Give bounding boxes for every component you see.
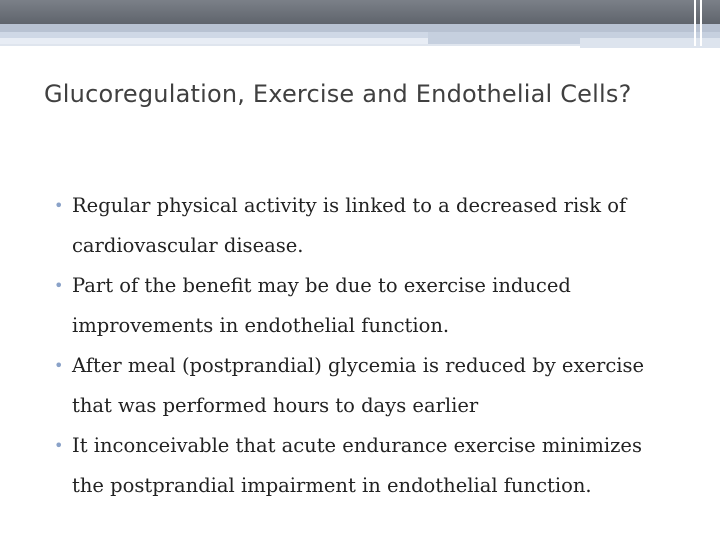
bullet-item	[52, 426, 672, 506]
bullet-marker: •	[54, 276, 64, 295]
slide-title: Glucoregulation, Exercise and Endothelial Cells?	[44, 80, 632, 108]
bullet-list	[52, 186, 672, 506]
header-bar	[0, 0, 720, 24]
bullet-item	[52, 266, 672, 346]
bullet-text: Part of the benefit may be due to exercise induced improvements in endothelial function.	[72, 274, 571, 337]
header-accent-bar	[0, 24, 720, 32]
bullet-item	[52, 186, 672, 266]
header-segment-2	[580, 38, 720, 48]
bullet-text: Regular physical activity is linked to a decreased risk of cardiovascular disease.	[72, 194, 627, 257]
bullet-marker: •	[54, 196, 64, 215]
bullet-text: After meal (postprandial) glycemia is reduced by exercise that was performed hours to days earlier	[72, 354, 645, 417]
header-rule	[0, 44, 580, 46]
bullet-marker: •	[54, 356, 64, 375]
bullet-marker: •	[54, 436, 64, 455]
header-divider	[694, 0, 696, 46]
bullet-item	[52, 346, 672, 426]
header-divider	[700, 0, 702, 46]
bullet-text: It inconceivable that acute endurance exercise minimizes the postprandial impairment in endothelial function.	[72, 434, 642, 497]
